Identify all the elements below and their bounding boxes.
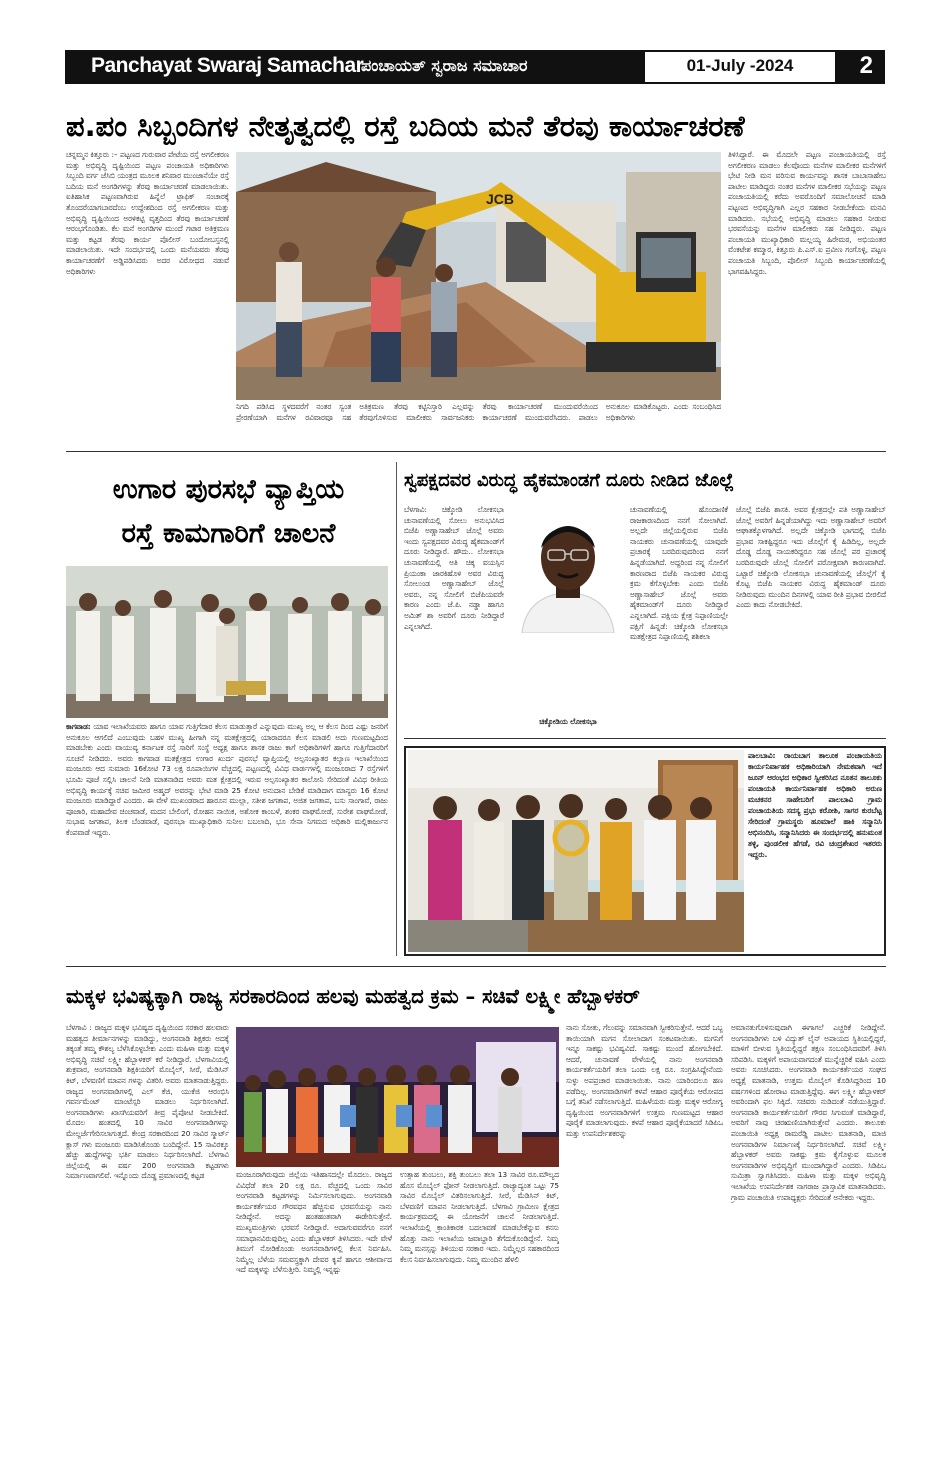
story3-column-1: ಬೆಳಗಾವಿ: ಚಿಕ್ಕೋಡಿ ಲೋಕಸಭಾ ಚುನಾವಣೆಯಲ್ಲಿ ಸೋಲು ಅನುಭವಿಸಿದ ಬಿಜೆಪಿ ಅಣ್ಣಾಸಾಹೇಬ್ ಜೊಲ್ಲೆ ಅವರು ಇಂದು ಸ್ವಪಕ್ಷದವರ ವಿರುದ್ಧ ಹೈಕಮಾಂಡ್‌ಗೆ ದೂರು ನೀಡಿದ್ದಾರೆ. ಹೌದು.. ಲೋಕಸಭಾ ಚುನಾವಣೆಯಲ್ಲಿ ಅತಿ ಚಿಕ್ಕ ವಯಸ್ಸಿನ ಪ್ರಿಯಂಕಾ ಜಾರಕಿಹೊಳಿ ಅವರ ವಿರುದ್ಧ ಸೋಲುಂಡ ಅಣ್ಣಾಸಾಹೇಬ್ ಜೊಲ್ಲೆ ಅವರು, ನನ್ನ ಸೋಲಿಗೆ ಬಿಜೆಪಿಯವರೇ ಕಾರಣ ಎಂದು ಜೆ.ಪಿ. ನಡ್ಡಾ ಹಾಗೂ ಅಮಿತ್ ಶಾ ಅವರಿಗೆ ದೂರು ನೀಡಿದ್ದಾರೆ ಎನ್ನಲಾಗಿದೆ.: [404, 505, 504, 631]
story2-photo-groundbreaking: [66, 566, 388, 718]
page-number: 2: [859, 52, 873, 79]
felicitation-photo-illustration: [408, 750, 744, 952]
story5-column-2: ಮಂಜೂರಾಗಿರುವುದು ಜಿಲ್ಲೆಯ ಇತಿಹಾಸದಲ್ಲೇ ಮೊದಲು. ರಾಜ್ಯದ ವಿವಿಧೆಡೆ ತಲಾ 20 ಲಕ್ಷ ರೂ. ವೆಚ್ಚದಲ್ಲಿ ಒಂದು ಸಾವಿರ ಅಂಗನವಾಡಿ ಕಟ್ಟಡಗಳನ್ನು ನಿರ್ಮಿಸಲಾಗುವುದು. ಅಂಗನವಾಡಿ ಕಾರ್ಯಕರ್ತೆಯರ ಗೌರವಧನ ಹೆಚ್ಚಿಸುವ ಭರವಸೆಯನ್ನು ನಾನು ನೀಡಿದ್ದೇನೆ. ಅದನ್ನು ಹಂತಹಂತವಾಗಿ ಈಡೇರಿಸುತ್ತೇನೆ. ಮುಖ್ಯಮಂತ್ರಿಗಳು ಭರವಸೆ ನೀಡಿದ್ದಾರೆ. ಅದಾಗುವವರೆಗೂ ನನಗೆ ಸಮಾಧಾನವಿರುವುದಿಲ್ಲ ಎಂದು ಹೆಬ್ಬಾಳಕರ್ ತಿಳಿಸಿದರು. ಇದೇ ವೇಳೆ ತಿಮುಗೆ ನೋಡಿಕೊಂಡು ಅಂಗನವಾಡಿಗಳಲ್ಲಿ ಕೆಲಸ ನಿರ್ವಹಿಸಿ. ನಿಮ್ಮೆಲ್ಲ ಬೆಳೆಯ ಸಮವಸ್ತ್ರಕ್ಕಾಗಿ ದೇವರ ಕೃಪೆ ಹಾಗೂ ಆಶೀರ್ವಾದ ಇದೆ ಮಕ್ಕಳನ್ನು ಬೆಳೆಸುತ್ತೀರಿ. ನಿಮ್ಮಲ್ಲಿ ಇನ್ನಷ್ಟು: [236, 1170, 392, 1275]
story3-column-2: ಚುನಾವಣೆಯಲ್ಲಿ ಹೊಂದಾಣಿಕೆ ರಾಜಕಾರಣದಿಂದ ನನಗೆ ಸೋಲಾಗಿದೆ. ಅಲ್ಲದೇ ಜಿಲ್ಲೆಯಲ್ಲಿರುವ ಬಿಜೆಪಿ ನಾಯಕರು ಚುನಾವಣೆಯಲ್ಲಿ ಯಾವುದೇ ಪ್ರಚಾರಕ್ಕೆ ಬರದಿರುವುದರಿಂದ ನನಗೆ ಹಿನ್ನಡೆಯಾಗಿದೆ. ಅದ್ದರಿಂದ ನನ್ನ ಸೋಲಿಗೆ ಕಾರಣರಾದ ಬಿಜೆಪಿ ನಾಯಕರ ವಿರುದ್ಧ ಕ್ರಮ ಕೆಗೊಳ್ಳಬೇಕು ಎಂದು ಬಿಜೆಪಿ ಅಣ್ಣಾಸಾಹೇಬ್ ಜೊಲ್ಲೆ ಅವರು ಹೈಕಮಾಂಡ್‌ಗೆ ದೂರು ನೀಡಿದ್ದಾರೆ ಎನ್ನಲಾಗಿದೆ. ಪಕ್ಷಿಯ ಕ್ಷೇತ್ರ ನಿಪ್ಪಾಣಿಯಲ್ಲೇ ಪಕ್ಷಿಗೆ ಹಿನ್ನಡೆ: ಚಿಕ್ಕೋಡಿ ಲೋಕಸಭಾ ಮತಕ್ಷೇತ್ರದ ನಿಪ್ಪಾಣಿಯಲ್ಲಿ ಶಶಿಕಲಾ: [630, 505, 728, 642]
masthead: [65, 50, 885, 84]
story2-dateline: ಕಾಗವಾಡ:: [66, 722, 91, 731]
story5-headline: ಮಕ್ಕಳ ಭವಿಷ್ಯಕ್ಕಾಗಿ ರಾಜ್ಯ ಸರಕಾರದಿಂದ ಹಲವು ಮಹತ್ವದ ಕ್ರಮ – ಸಚಿವೆ ಲಕ್ಷ್ಮೀ ಹೆಬ್ಬಾಳಕರ್: [66, 985, 640, 1008]
story5-column-1: ಬೆಳಗಾವಿ : ರಾಜ್ಯದ ಮಕ್ಕಳ ಭವಿಷ್ಯದ ದೃಷ್ಟಿಯಿಂದ ಸರಕಾರ ಹಲವಾರು ಮಹತ್ವದ ತೀರ್ಮಾನಗಳನ್ನು ಮಾಡಿದ್ದು, ಅಂಗನವಾಡಿ ಶಿಕ್ಷಕರು ಅದಕ್ಕೆ ತಕ್ಕಂತೆ ತಮ್ಮ ಕೌಶಲ್ಯ ಬೆಳೆಸಿಕೊಳ್ಳಬೇಕು ಎಂದು ಮಹಿಳಾ ಮತ್ತು ಮಕ್ಕಳ ಅಭಿವೃದ್ಧಿ ಸಚಿವೆ ಲಕ್ಷ್ಮೀ ಹೆಬ್ಬಾಳಕರ್ ಕರೆ ನೀಡಿದ್ದಾರೆ. ಬೆಳಗಾವಿಯಲ್ಲಿ ಶುಕ್ರವಾರ, ಅಂಗನವಾಡಿ ಶಿಕ್ಷಕಿಯರಿಗೆ ಮೊಬೈಲ್, ಸೀರೆ, ಮೆಡಿಸಿನ್ ಕಿಟ್, ಬೆಳವಣಿಗೆ ಮಾಪನ ಗಳನ್ನು ವಿತರಿಸಿ ಅವರು ಮಾತನಾಡುತ್ತಿದ್ದರು. ರಾಜ್ಯದ ಅಂಗನವಾಡಿಗಳಲ್ಲಿ ಎಲ್ ಕೆಜಿ, ಯುಕೆಜಿ ಆರಂಭಿಸಿ ಗವರ್ನಮೆಂಟ್ ಮಾಂಟೆಸ್ಸರಿ ಮಾಡಲು ನಿರ್ಧರಿಸಲಾಗಿದೆ. ಅಂಗನವಾಡಿಗಳು ಖಾಸಗಿಯವರಿಗೆ ತೀವ್ರ ಪೈಪೋಟಿ ನೀಡಬೇಕಿದೆ. ಮೊದಲ ಹಂತದಲ್ಲಿ 10 ಸಾವಿರ ಅಂಗನವಾಡಿಗಳನ್ನು ಮೇಲ್ದರ್ಜೆಗೇರಿಸಲಾಗುತ್ತದೆ. ಕೇಂದ್ರ ಸರಕಾರದಿಂದ 20 ಸಾವಿರ ಸ್ಮಾರ್ಟ್ ಕ್ಲಾಸ್ ಗಳು ಮಂಜೂರು ಮಾಡಿಸಿಕೊಂಡು ಬಂದಿದ್ದೇನೆ. 15 ಸಾವಿರಕ್ಕೂ ಹೆಚ್ಚು ಹುದ್ದೆಗಳನ್ನು ಭರ್ತಿ ಮಾಡಲು ನಿರ್ಧರಿಸಲಾಗಿದೆ. ಬೆಳಗಾವಿ ಜಿಲ್ಲೆಯಲ್ಲಿ ಈ ವರ್ಷ 200 ಅಂಗನವಾಡಿ ಕಟ್ಟಡಗಳು ನಿರ್ಮಾಣವಾಗಲಿವೆ. ಇನ್ನೊಂದು ದೊಡ್ಡ ಪ್ರಮಾಣದಲ್ಲಿ ಕಟ್ಟಡ: [66, 1023, 229, 1181]
distribution-photo-illustration: [236, 1027, 559, 1167]
story5-photo-mobile-distribution: [236, 1027, 559, 1167]
masthead-title-kannada: ಪಂಚಾಯತ್ ಸ್ವರಾಜ ಸಮಾಚಾರ: [361, 56, 528, 75]
story2-body-text: ಯಾವ ಇಲಾಖೆಯವರು ಹಾಗೂ ಯಾವ ಗುತ್ತಿಗೆದಾರ ಕೆಲಸ ಮಾಡುತ್ತಾರೆ ಎನ್ನುವುದು ಮುಖ್ಯ ಅಲ್ಲ ಆ ಕೆಲಸ ದಿಂದ ಎಷ್ಟು ಜನರಿಗೆ ಅನುಕೂಲ ಆಗಲಿದೆ ಎಂಬುವುದು ಬಹಳ ಮುಖ್ಯ ಹೀಗಾಗಿ ನನ್ನ ಮತಕ್ಷೇತ್ರದಲ್ಲಿ ಯಾರಾದರೂ ಕೆಲಸ ಮಾಡಲಿ ಅದು ಗುಣಮಟ್ಟದಿಂದ ಮಾಡಬೇಕು ಎಂದು ವಾಯುವ್ಯ ಕರ್ನಾಟಕ ರಸ್ತೆ ಸಾರಿಗೆ ಸಂಸ್ಥೆ ಅಧ್ಯಕ್ಷ ಹಾಗೂ ಶಾಸಕ ರಾಜು ಕಾಗೆ ಅಧಿಕಾರಿಗಳಿಗೆ ಹಾಗೂ ಗುತ್ತಿಗೆದಾರರಿಗೆ ಸೂಚನೆ ನೀಡಿದರು. ಅವರು ಕಾಗವಾಡ ಮತಕ್ಷೇತ್ರದ ಉಗಾರ ಖುರ್ದ ಪುರಸಭೆ ವ್ಯಾಪ್ತಿಯಲ್ಲಿ ಅಲ್ಪಸಂಖ್ಯಾತರ ಕಲ್ಯಾಣ ಇಲಾಖೆಯಿಂದ ಮಂಜೂರು ಆದ ಸುಮಾರು 16ಕೋಟಿ 73 ಲಕ್ಷ ರೂಪಾಯಿಗಳ ವೆಚ್ಚದಲ್ಲಿ ಪಟ್ಟಣದಲ್ಲಿ ವಿವಿಧ ವಾರ್ಡಗಳಲ್ಲಿ ಮಂಜೂರಾದ 7 ರಸ್ತೆಗಳಿಗೆ ಭೂಮಿ ಪೂಜೆ ಸಲ್ಲಿಸಿ ಚಾಲನೆ ನೀಡಿ ಮಾತನಾಡಿದ ಅವರು ಮತ ಕ್ಷೇತ್ರದಲ್ಲಿ ಇರುವ ಅಲ್ಪಸಂಖ್ಯಾತರ ಕಾಲೋನಿ ಸೇರಿದಂತೆ ವಿವಿಧ ರೀತಿಯ ಅಭಿವೃದ್ಧಿ ಕಾರ್ಯಕ್ಕೆ ಸಚಿವ ಜಮೀರ ಅಹ್ಮದ್ ಅವರನ್ನು ಭೇಟಿ ಮಾಡಿ 25 ಕೋಟಿ ಅನುದಾನ ಬೇಡಿಕೆ ಮಾಡಿದಾಗ ಮಾನ್ಯರು 16 ಕೋಟಿ ಮಂಜೂರು ಮಾಡಿದ್ದಾರೆ ಎಂದರು. ಈ ವೇಳೆ ಮುಖಂಡರಾದ ಹಾರೂನ ಮುಲ್ಲಾ, ಸತೀಶ ಜಗತಾಪ, ಅಜಿತ ಜಗತಾಪ, ಬಸು ಸಾಂಗಾವೆ, ರಾಜು ಪೂಜಾರಿ, ಮಹಾದೇವ ಚಿಂಚವಾಡೆ, ಮದನ ಬೇಲಿಂಗೆ, ರೋಹನ ನಾಯಿಕ, ಅಶೋಕ ಕಾಂಬಳೆ, ಶಂಕರ ವಾಘಮೋಡೆ, ಸುರೇಶ ವಾಘಮೋಡೆ, ಸುಭಾಷ ಜಗತಾಪ, ತಿಲಕ ಬೆಂಡವಾಡೆ, ಪುರಸಭಾ ಮುಖ್ಯಾಧಿಕಾರಿ ಸುನೀಲ ಬಬಲಾದಿ, ಭೂ ಸೇನಾ ನಿಗಮದ ಅಧಿಕಾರಿ ಮಲ್ಲಿಕಾರ್ಜುನ ಕೆಂಪವಾಡೆ ಇದ್ದರು.: [66, 722, 388, 837]
story3-column-3: ಜೊಲ್ಲೆ ಬಿಜೆಪಿ ಶಾಸಕಿ. ಅವರ ಕ್ಷೇತ್ರದಲ್ಲೇ ಪತಿ ಅಣ್ಣಾಸಾಹೇಬ್ ಜೊಲ್ಲೆ ಅವರಿಗೆ ಹಿನ್ನಡೆಯಾಗಿದ್ದು ಇದು ಅಣ್ಣಾಸಾಹೇಬ್ ಅವರಿಗೆ ಆಘಾತಕ್ಕೊಳಗಾಗಿದೆ. ಅಲ್ಲದೇ ಚಿಕ್ಕೋಡಿ ಭಾಗದಲ್ಲಿ ಬಿಜೆಪಿ ಪ್ರಭಾವ ಸಾಕಷ್ಟಿದ್ದರೂ ಇದು ಜೊಲ್ಲೆಗೆ ಕೈ ಹಿಡಿದಿಲ್ಲ, ಅಲ್ಲದೇ ದೊಡ್ಡ ದೊಡ್ಡ ನಾಯಕರಿದ್ದರೂ ಸಹ ಜೊಲ್ಲೆ ಪರ ಪ್ರಚಾರಕ್ಕೆ ಬರದಿರುವುದೇ ಜೊಲ್ಲೆ ಸೋಲಿಗೆ ಪರೋಕ್ಷವಾಗಿ ಕಾರಣವಾಗಿದೆ. ಒಟ್ಟಾರೆ ಚಿಕ್ಕೋಡಿ ಲೋಕಸಭಾ ಚುನಾವಣೆಯಲ್ಲಿ ಜೊಲ್ಲೆಗೆ ಕೈ ಕೊಟ್ಟ ಬಿಜೆಪಿ ನಾಯಕರ ವಿರುದ್ಧ ಹೈಕಮಾಂಡ್ ದೂರು ನೀಡಿರುವುದು ಮುಂದಿನ ದಿನಗಳಲ್ಲಿ ಯಾವ ರೀತಿ ಪ್ರಭಾವ ಬೀರಲಿದೆ ಎಂದು ಕಾದು ನೋಡಬೇಕಿದೆ.: [736, 505, 886, 610]
story1-column-left: ಚನ್ನಮ್ಮನ ಕಿತ್ತೂರು :– ಪಟ್ಟಣದ ಗುರುವಾರ ಪೇಟೆಯ ರಸ್ತೆ ಅಗಲೀಕರಣ ಮತ್ತು ಅಭಿವೃದ್ಧಿ ದೃಷ್ಟಿಯಿಂದ ಪಟ್ಟಣ ಪಂಚಾಯತಿ ಅಧಿಕಾರಿಗಳು ಸಿಬ್ಬಂದಿ ವರ್ಗ ಜೆಸಿಬಿ ಯಂತ್ರದ ಮೂಲಕ ಶನಿವಾರ ಮುಂಜಾನೆಯೇ ರಸ್ತೆ ಬದಿಯ ಮನೆ ಅಂಗಡಿಗಳನ್ನು ತೆರವು ಕಾರ್ಯಾಚರಣೆ ಮಾಡಲಾಯಿತು. ಐತಿಹಾಸಿಕ ಪಟ್ಟಣವಾಗಿರುವ ಹಿನ್ನೆಲೆ ಟ್ರಾಫಿಕ್ ಸಂಚಾರಕ್ಕೆ ತೊಂದರೆಯಾಗಬಾರದೆಂಬ ಉದ್ದೇಶದಿಂದ ರಸ್ತೆ ಅಗಲೀಕರಣ ಮತ್ತು ಅಭಿವೃದ್ಧಿ ದೃಷ್ಟಿಯಿಂದ ಅರಳಿಕಟ್ಟಿ ವೃತ್ತದಿಂದ ತೆರವು ಕಾರ್ಯಾಚರಣೆ ಆರಂಭಗೊಂಡಿತು. ಕೆಲ ಮನೆ ಅಂಗಡಿಗಳ ಮುಂದೆ ಗಟಾರ ಅತಿಕ್ರಮಣ ಮತ್ತು ಕಟ್ಟಡ ತೆರವು ಕಾರ್ಯ ಪೊಲೀಸ್ ಬಂದೋಬಸ್ತನಲ್ಲಿ ಮಾಡಲಾಯಿತು. ಇದೇ ಸಂದರ್ಭದಲ್ಲಿ ಒಂದು ಮನೆಯವರು ತೆರವು ಕಾರ್ಯಾಚರಣೆಗೆ ಅಡ್ಡಿಪಡಿಸಿದರು ಅದರ ವಿರೋಧದ ನಡುವೆ ಅಧಿಕಾರಿಗಳು: [66, 150, 229, 276]
story3-photo-caption: ಚಿಕ್ಕೋಡಿಯ ಲೋಕಸಭಾ: [539, 717, 597, 726]
demolition-photo-illustration: [236, 152, 721, 400]
story4-photo-felicitation: [408, 750, 744, 952]
svg-text:JCB: JCB: [486, 191, 515, 207]
portrait-photo-illustration: [512, 508, 624, 633]
story5-column-4: ನಾನು ಸೋತು, ಗೆಲುವನ್ನು ಸಮಾನವಾಗಿ ಸ್ವೀಕರಿಸುತ್ತೇನೆ. ಆದರೆ ಒಬ್ಬ ತಾಯಿಯಾಗಿ ಮಗನ ಸೋಲಾದಾಗ ಸಂಕಟವಾಯಿತು. ಮಗನಿಗೆ ಇನ್ನೂ ಸಾಕಷ್ಟು ಭವಿಷ್ಯವಿದೆ. ಸಾಕಷ್ಟು ಮುಂದೆ ಹೋಗಬೇಕಿದೆ. ಆದರೆ, ಚುನಾವಣೆ ವೇಳೆಯಲ್ಲಿ ನಾನು ಅಂಗನವಾಡಿ ಕಾರ್ಯಕರ್ತೆಯರಿಗೆ ತಲಾ ಒಂದು ಲಕ್ಷ ರೂ. ಸಂಗ್ರಹಿಸಿದ್ದೇನೆಂದು ಸುಳ್ಳು ಅಪಪ್ರಚಾರ ಮಾಡಲಾಯಿತು. ನಾನು ಯಾರಿಂದಲೂ ಹಣ ಪಡೆದಿಲ್ಲ. ಅಂಗನವಾಡಿಗಳಿಗೆ ಕಳಪೆ ಆಹಾರ ಪೂರೈಕೆಯ ಆರೋಪದ ಬಗ್ಗೆ ತನಿಖೆ ನಡೆಸಲಾಗುತ್ತಿದೆ. ಮಹಿಳೆಯರು ಮತ್ತು ಮಕ್ಕಳ ಆರೋಗ್ಯ ದೃಷ್ಟಿಯಿಂದ ಅಂಗನವಾಡಿಗಳಿಗೆ ಉತ್ತಮ ಗುಣಮಟ್ಟದ ಆಹಾರ ಪೂರೈಕೆ ಮಾಡಲಾಗುವುದು. ಕಳಪೆ ಆಹಾರ ಪೂರೈಕೆಯಾದರೆ ಸಿಡಿಪಿಒ ಮತ್ತು ಉಪನಿರ್ದೇಶಕರನ್ನು: [566, 1023, 723, 1138]
story2-headline-line1: ಉಗಾರ ಪುರಸಭೆ ವ್ಯಾಪ್ತಿಯ: [112, 474, 345, 505]
story2-body: [66, 722, 388, 954]
divider: [396, 462, 397, 956]
story1-headline: ಪ.ಪಂ ಸಿಬ್ಬಂದಿಗಳ ನೇತೃತ್ವದಲ್ಲಿ ರಸ್ತೆ ಬದಿಯ ಮನೆ ತೆರವು ಕಾರ್ಯಾಚರಣೆ: [66, 109, 745, 143]
masthead-title-english: Panchayat Swaraj Samachar: [91, 54, 364, 77]
divider: [66, 966, 886, 967]
story5-column-3: ಉತ್ಸಾಹ ತುಂಬಲು, ಶಕ್ತಿ ತುಂಬಲು ತಲಾ 13 ಸಾವಿರ ರೂ.ಮೌಲ್ಯದ ಹೊಸ ಮೊಬೈಲ್ ಫೋನ್ ನೀಡಲಾಗುತ್ತಿದೆ. ರಾಜ್ಯಾದ್ಯಂತ ಒಟ್ಟು 75 ಸಾವಿರ ಮೊಬೈಲ್ ವಿತರಿಸಲಾಗುತ್ತಿದೆ. ಸೀರೆ, ಮೆಡಿಸಿನ್ ಕಿಟ್, ಬೆಳವಣಿಗೆ ಮಾಪನ ನೀಡಲಾಗುತ್ತಿದೆ. ಬೆಳಗಾವಿ ಗ್ರಾಮೀಣ ಕ್ಷೇತ್ರದ ಕಾರ್ಯಕ್ರಮದಲ್ಲಿ ಈ ಯೋಜನೆಗೆ ಚಾಲನೆ ನೀಡಲಾಗುತ್ತಿದೆ. ಇಲಾಖೆಯಲ್ಲಿ ಕ್ರಾಂತಿಕಾರಕ ಬದಲಾವಣೆ ಮಾಡಬೇಕೆನ್ನುವ ಕನಸು ಹೊತ್ತು ನಾನು ಇಲಾಖೆಯ ಜವಾಬ್ದಾರಿ ತೆಗೆದುಕೊಂಡಿದ್ದೇನೆ. ನಿಮ್ಮ ನಿಮ್ಮ ಮನಸ್ಸನ್ನು ತಿಳಿಯುವ ಸರಕಾರ ಇದು. ನಿಮ್ಮೆಲ್ಲರ ಸಹಕಾರದಿಂದ ಕೆಲಸ ನಿರ್ವಹಿಸಲಾಗುವುದು. ನಿಮ್ಮ ಮುಂದಿನ ಹೆಳಲಿ: [400, 1170, 559, 1264]
story1-column-right: ತಿಳಿಸಿದ್ದಾರೆ. ಈ ಮೊದಲೇ ಪಟ್ಟಣ ಪಂಚಾಯತಿಯಲ್ಲಿ ರಸ್ತೆ ಅಗಲೀಕರಣ ಮಾಡಲು ಕೆಲವೊಂದು ಮನೆಗಳ ಮಾಲೀಕರ ಮನೆಗಳಿಗೆ ಭೇಟಿ ನೀಡಿ ಮನ ವರಿಸುವ ಕಾರ್ಯವನ್ನು ಶಾಸಕ ಬಾಬಾಸಾಹೇಬ ಪಾಟೀಲ ಮಾಡಿದ್ದರು ನಂತರ ಮನೆಗಳ ಮಾಲೀಕರ ಸಭೆಯನ್ನು ಪಟ್ಟಣ ಪಂಚಾಯತಿಯಲ್ಲಿ ಕರೆದು ಅವರೊಂದಿಗೆ ಸಮಾಲೋಚನೆ ಮಾಡಿ ಪಟ್ಟಣದ ಅಭಿವೃದ್ಧಿಗಾಗಿ ಎಲ್ಲರ ಸಹಕಾರ ನೀಡಬೇಕೆಂದು ಮನವಿ ಮಾಡಿದರು. ಸಭೆಯಲ್ಲಿ ಅಭಿವೃದ್ಧಿ ಮಾಡಲು ಸಹಕಾರ ನೀಡುವ ಭರವಸೆಯನ್ನು ಮನೆಗಳ ಮಾಲೀಕರು ಸಹ ನೀಡಿದ್ದರು. ಪಟ್ಟಣ ಪಂಚಾಯತಿ ಮುಖ್ಯಾಧಿಕಾರಿ ಮಲ್ಲಯ್ಯ ಹಿರೇಮಠ, ಅಭಿಯಂತರ ವೆಂಕಟೇಶ ಕಮ್ಮಾರ, ಕಿತ್ತೂರು ಪಿ.ಎಸ್.ಐ ಪ್ರವೀಣ ಗಂಗೊಳ್ಳಿ, ಪಟ್ಟಣ ಪಂಚಾಯತಿ ಸಿಬ್ಬಂದಿ, ಪೊಲೀಸ್ ಸಿಬ್ಬಂದಿ ಕಾರ್ಯಾಚರಣೆಯಲ್ಲಿ ಭಾಗವಹಿಸಿದ್ದರು.: [728, 150, 886, 276]
issue-date: 01-July -2024: [645, 52, 835, 82]
groundbreaking-photo-illustration: [66, 566, 388, 718]
divider: [66, 451, 886, 452]
story5-column-5: ಅಮಾನತುಗೊಳಿಸುವುದಾಗಿ ಈಗಾಗಲೆ ಎಚ್ಚರಿಕೆ ನೀಡಿದ್ದೇನೆ. ಅಂಗನವಾಡಿಗಳು ಬಳಿ ವಿದ್ಯುತ್ ಲೈನ್ ಅಪಾಯದ ಸ್ಥಿತಿಯಲ್ಲಿದ್ದರೆ, ಮಾಳಿಗೆ ಬೀಳುವ ಸ್ಥಿತಿಯಲ್ಲಿದ್ದರೆ ತಕ್ಷಣ ಸಂಬಂಧಿಸಿದವರಿಗೆ ತಿಳಿಸಿ ಸರಿಪಡಿಸಿ. ಮಕ್ಕಳಿಗೆ ಅಪಾಯವಾಗದಂತೆ ಮುನ್ನೆಚ್ಚರಿಕೆ ವಹಿಸಿ ಎಂದು ಅವರು ಸೂಚಿಸಿದರು. ಅಂಗನವಾಡಿ ಕಾರ್ಯಕರ್ತೆಯರ ಸಂಘದ ಅಧ್ಯಕ್ಷೆ ಮಾತನಾಡಿ, ಉತ್ತಮ ಮೊಬೈಲ್ ಕೊಡಿಸಿದ್ದರಿಂದ 10 ವರ್ಷಗಳಿಂದ ಹೋರಾಟ ಮಾಡುತ್ತಿದ್ದೆವು. ಈಗ ಲಕ್ಷ್ಮೀ ಹೆಬ್ಬಾಳಕರ್ ಅವರಿಂದಾಗಿ ಫಲ ಸಿಕ್ಕಿದೆ. ಸಚಿವರು ನುಡಿದಂತೆ ನಡೆಯುತ್ತಿದ್ದಾರೆ. ಅಂಗನವಾಡಿ ಕಾರ್ಯಕರ್ತೆಯರಿಗೆ ಗೌರವ ಸಿಗುವಂತೆ ಮಾಡಿದ್ದಾರೆ, ಅವರಿಗೆ ನಾವು ಚಿರಋಣಿಯಾಗಿರುತ್ತೇವೆ ಎಂದರು. ತಾಲೂಕು ಪಂಚಾಯಿತಿ ಅಧ್ಯಕ್ಷ ರಾಮರೆಡ್ಡಿ ಪಾಟೀಲ ಮಾತನಾಡಿ, ಮಾಜಿ ಅಂಗನವಾಡಿಗಳ ನಿರ್ಮಾಣಕ್ಕೆ ನಿರ್ಧರಿಸಲಾಗಿದೆ. ಸಚಿವೆ ಲಕ್ಷ್ಮೀ ಹೆಬ್ಬಾಳಕರ್ ಅವರು ಸಾಕಷ್ಟು ಕ್ರಮ ಕೈಗೊಳ್ಳುವ ಮೂಲಕ ಅಂಗನವಾಡಿಗಳ ಅಭಿವೃದ್ಧಿಗೆ ಮುಂದಾಗಿದ್ದಾರೆ ಎಂದರು. ಸಿಡಿಪಿಒ ಸುಮಿತ್ರಾ ಸ್ವಾಗತಿಸಿದರು. ಮಹಿಳಾ ಮತ್ತು ಮಕ್ಕಳ ಅಭಿವೃದ್ಧಿ ಇಲಾಖೆಯ ಉಪನಿರ್ದೇಶಕ ನಾಗರಾಜ ಪ್ರಾಸ್ತಾವಿಕ ಮಾತನಾಡಿದರು. ಗ್ರಾಮ ಪಂಚಾಯಿತಿ ಉಪಾಧ್ಯಕ್ಷರು ಸೇರಿದಂತೆ ಅನೇಕರು ಇದ್ದರು.: [731, 1023, 886, 1202]
story1-column-bottom: ನಿಗದಿ ಪಡಿಸಿದ ಸ್ಥಳದವರೆಗೆ ನಂತರ ಸ್ವಂತ ಪ್ರೇರಣೆಯಾಗಿ ಮನೆಗಳ ರವಿವಾರವೂ ಸಹ ಅತಿಕ್ರಮಣ ತೆರವು ಕಟ್ಟಿನಿಸ್ತಾರಿ ಎಲ್ಲವನ್ನು ತೆರವುಗೊಳಿಸುವ ಮಾಲೀಕರು ಸಾರ್ವಜನಿಕರು ತೆರವು ಕಾರ್ಯಾಚರಣೆ ಮುಂದುವರೆಯಿಂದ ಕಾರ್ಯಾಚರಣೆ ಮುಂದುವರೆಸಿದರು. ಪಾಡಲು ಅನುಕೂಲ ಮಾಡಿಕೊಟ್ಟರು. ಎಂದು ಸಂಬಂಧಿಸಿದ ಅಧಿಕಾರಿಗಳು: [236, 402, 721, 422]
divider: [404, 738, 886, 739]
story3-headline: ಸ್ವಪಕ್ಷದವರ ವಿರುದ್ಧ ಹೈಕಮಾಂಡಗೆ ದೂರು ನೀಡಿದ ಜೊಲ್ಲೆ: [404, 470, 734, 491]
story1-photo-demolition: [236, 152, 721, 400]
story2-headline-line2: ರಸ್ತೆ ಕಾಮಗಾರಿಗೆ ಚಾಲನೆ: [121, 518, 336, 549]
story4-caption: ಪಾಲಬಾವಿ: ರಾಯಬಾಗ ತಾಲೂಕ ಪಂಚಾಯತಿಯ ಕಾರ್ಯನಿರ್ವಾಹಕ ಅಧಿಕಾರಿಯಾಗಿ ನೇಮಕವಾಗಿ ಇದೆ ಜೂನ್ ಆರಂಭದ ಅಧಿಕಾರ ಸ್ವೀಕರಿಸಿದ ನೂತನ ತಾಲೂಕು ಪಂಚಾಯತಿ ಕಾರ್ಯನಿರ್ವಾಹಕ ಅಧಿಕಾರಿ ಅರುಣ ಮಚಕನರ ಸಾಹೇಬರಿಗೆ ಪಾಲಬಾವಿ ಗ್ರಾಮ ಪಂಚಾಯತಿಯ ಸದಸ್ಯ ಪ್ರಭು ಕರೋಶಿ, ಸಾಗರ ಕುರಬೆಟ್ಟ ಸೇರಿದಂತೆ ಗ್ರಾಮಸ್ಥರು ಹೂಮಾಲೆ ಹಾಕಿ ಸನ್ಮಾನಿಸಿ ಅಭಿನಂದಿಸಿ, ಸನ್ಮಾನಿಸಿದರು ಈ ಸಂದರ್ಭದಲ್ಲಿ ಹನುಮಂತ ತಳ್ಳಿ, ಪುಂಡಲೀಕ ಹೆಗಡೆ, ರವಿ ಚಂದ್ರಶೇಖರ ಇತರರು ಇದ್ದರು.: [748, 751, 882, 859]
story3-photo-portrait: [512, 508, 624, 633]
